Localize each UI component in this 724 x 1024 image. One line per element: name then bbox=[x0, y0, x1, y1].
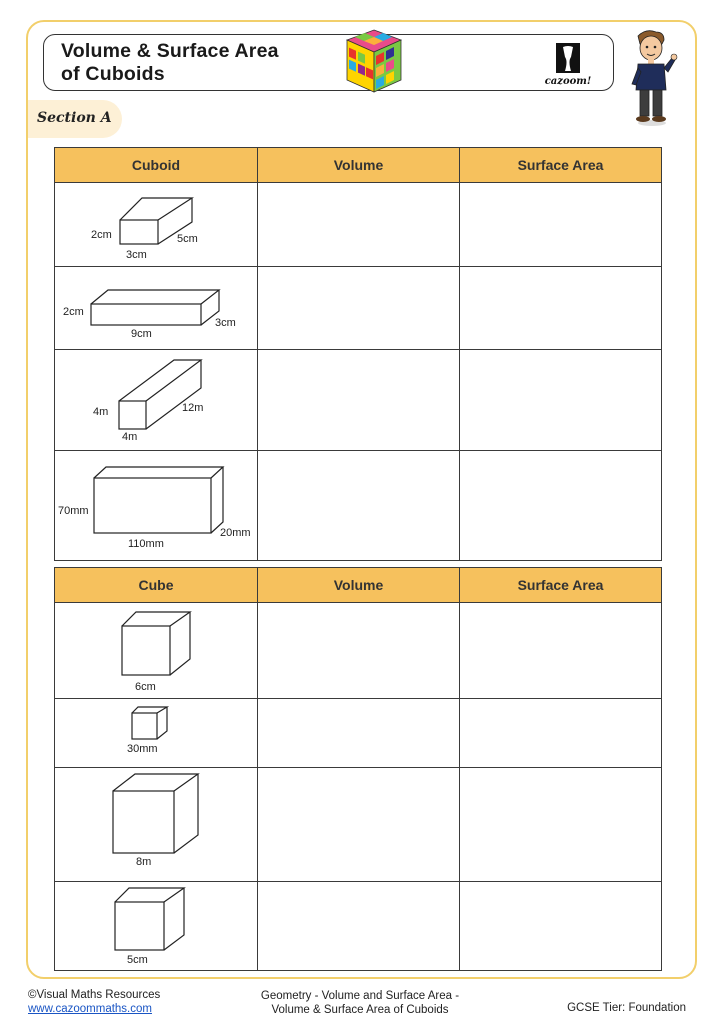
cube-diagram bbox=[55, 769, 256, 881]
volume-answer-cell[interactable] bbox=[258, 882, 460, 971]
table-row bbox=[55, 603, 662, 699]
surface-area-answer-cell[interactable] bbox=[460, 451, 662, 561]
cube-diagram-cell bbox=[55, 699, 258, 768]
cube-table bbox=[54, 567, 662, 971]
table-row bbox=[55, 183, 662, 267]
brand-name: cazoom! bbox=[544, 76, 592, 87]
surface-area-answer-cell[interactable] bbox=[460, 350, 662, 451]
dimension-label: 4m bbox=[93, 405, 109, 418]
topic-line-2: Volume & Surface Area of Cuboids bbox=[271, 1004, 449, 1016]
cuboid-column-header: Cuboid bbox=[55, 148, 258, 183]
table-row bbox=[55, 699, 662, 768]
surface-area-column-header: Surface Area bbox=[460, 148, 662, 183]
volume-answer-cell[interactable] bbox=[258, 183, 460, 267]
volume-column-header: Volume bbox=[258, 148, 460, 183]
dimension-label: 110mm bbox=[128, 537, 164, 550]
title-line-1: Volume & Surface Area bbox=[61, 40, 279, 62]
cube-diagram bbox=[55, 604, 256, 698]
cube-column-header: Cube bbox=[55, 568, 258, 603]
dimension-label: 5cm bbox=[177, 232, 198, 245]
table-row bbox=[55, 267, 662, 350]
table-row bbox=[55, 882, 662, 971]
cuboid-diagram bbox=[55, 452, 256, 560]
cuboid-table bbox=[54, 147, 662, 561]
cuboid-diagram bbox=[55, 268, 256, 349]
page-title bbox=[61, 40, 279, 86]
cube-header-row bbox=[55, 568, 662, 603]
cuboid-diagram bbox=[55, 351, 256, 450]
surface-area-answer-cell[interactable] bbox=[460, 267, 662, 350]
dimension-label: 2cm bbox=[91, 228, 112, 241]
cube-diagram bbox=[55, 700, 256, 767]
cazoom-logo bbox=[540, 41, 596, 87]
dimension-label: 30mm bbox=[127, 742, 158, 755]
dimension-label: 6cm bbox=[135, 680, 156, 693]
dimension-label: 3cm bbox=[126, 248, 147, 261]
volume-answer-cell[interactable] bbox=[258, 350, 460, 451]
website-link[interactable]: www.cazoommaths.com bbox=[28, 1003, 152, 1015]
dimension-label: 8m bbox=[136, 855, 152, 868]
surface-area-column-header: Surface Area bbox=[460, 568, 662, 603]
dimension-label: 9cm bbox=[131, 327, 152, 340]
dimension-label: 5cm bbox=[127, 953, 148, 966]
table-row bbox=[55, 350, 662, 451]
cuboid-header-row bbox=[55, 148, 662, 183]
footer-credits bbox=[28, 988, 160, 1016]
surface-area-answer-cell[interactable] bbox=[460, 882, 662, 971]
dimension-label: 20mm bbox=[220, 526, 251, 539]
section-label: Section A bbox=[37, 110, 112, 126]
volume-column-header: Volume bbox=[258, 568, 460, 603]
table-row bbox=[55, 768, 662, 882]
cube-diagram-cell bbox=[55, 882, 258, 971]
cube-diagram bbox=[55, 883, 256, 970]
cuboid-diagram-cell bbox=[55, 183, 258, 267]
title-line-2: of Cuboids bbox=[61, 63, 165, 85]
cube-diagram-cell bbox=[55, 603, 258, 699]
table-row bbox=[55, 451, 662, 561]
footer-topic bbox=[240, 989, 480, 1017]
dimension-label: 3cm bbox=[215, 316, 236, 329]
cuboid-diagram-cell bbox=[55, 267, 258, 350]
brand-mark-icon bbox=[540, 41, 596, 77]
surface-area-answer-cell[interactable] bbox=[460, 699, 662, 768]
title-box bbox=[43, 34, 614, 91]
cuboid-diagram bbox=[55, 184, 256, 266]
volume-answer-cell[interactable] bbox=[258, 699, 460, 768]
dimension-label: 4m bbox=[122, 430, 138, 443]
dimension-label: 2cm bbox=[63, 305, 84, 318]
dimension-label: 70mm bbox=[58, 504, 89, 517]
section-tab bbox=[28, 100, 122, 138]
copyright-text: ©Visual Maths Resources bbox=[28, 989, 161, 1001]
volume-answer-cell[interactable] bbox=[258, 768, 460, 882]
cuboid-diagram-cell bbox=[55, 451, 258, 561]
colour-cube-logo bbox=[343, 26, 405, 96]
tier-label: GCSE Tier: Foundation bbox=[567, 1002, 686, 1014]
volume-answer-cell[interactable] bbox=[258, 267, 460, 350]
volume-answer-cell[interactable] bbox=[258, 603, 460, 699]
surface-area-answer-cell[interactable] bbox=[460, 183, 662, 267]
cuboid-diagram-cell bbox=[55, 350, 258, 451]
surface-area-answer-cell[interactable] bbox=[460, 768, 662, 882]
surface-area-answer-cell[interactable] bbox=[460, 603, 662, 699]
mascot-icon bbox=[622, 28, 680, 128]
dimension-label: 12m bbox=[182, 401, 204, 414]
topic-line-1: Geometry - Volume and Surface Area - bbox=[260, 990, 460, 1002]
volume-answer-cell[interactable] bbox=[258, 451, 460, 561]
cube-diagram-cell bbox=[55, 768, 258, 882]
